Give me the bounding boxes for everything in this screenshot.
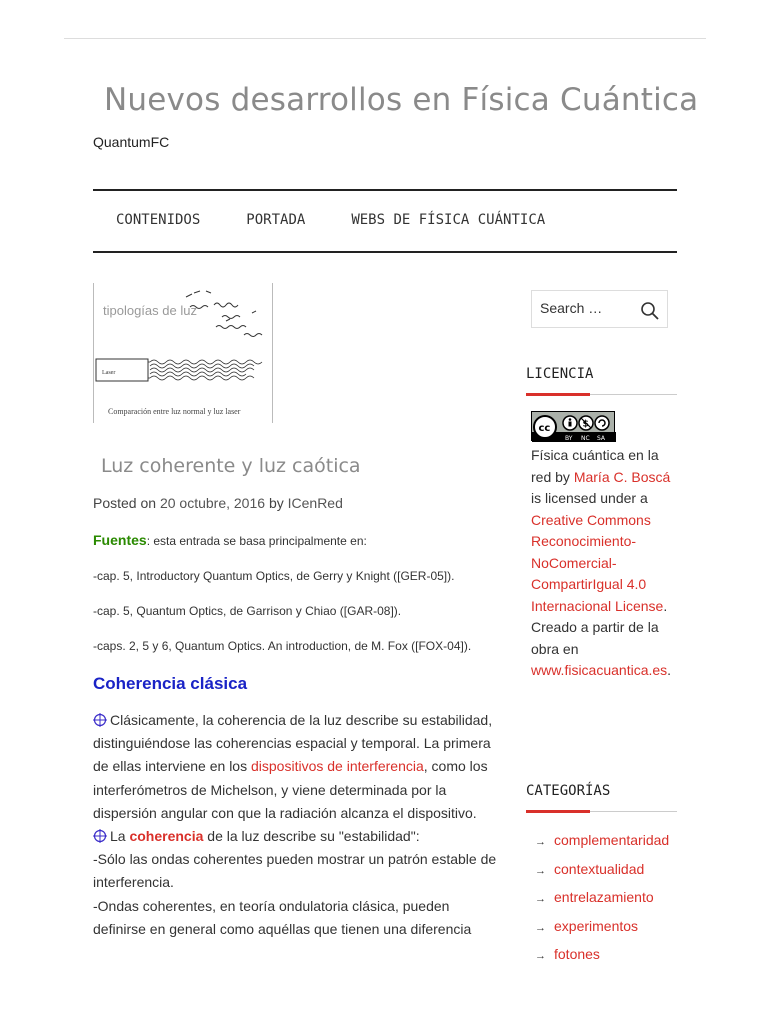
sources-intro-text: : esta entrada se basa principalmente en: bbox=[146, 534, 367, 548]
source-item: -cap. 5, Quantum Optics, de Garrison y Chiao ([GAR-08]). bbox=[93, 604, 402, 618]
search-input[interactable] bbox=[540, 300, 630, 316]
by-label: by bbox=[268, 495, 284, 511]
paragraph-text: de la luz describe su "estabilidad": bbox=[203, 828, 420, 845]
category-label: complementaridad bbox=[554, 832, 670, 848]
search-icon[interactable] bbox=[640, 301, 660, 321]
arrow-right-icon: → bbox=[535, 836, 546, 848]
site-title[interactable]: Nuevos desarrollos en Física Cuántica bbox=[104, 82, 699, 118]
featured-image-caption: Comparación entre luz normal y luz laser bbox=[108, 407, 241, 416]
arrow-right-icon: → bbox=[535, 893, 546, 906]
source-item: -cap. 5, Introductory Quantum Optics, de Gerry y Knight ([GER-05]). bbox=[93, 569, 455, 583]
svg-text:NC: NC bbox=[581, 435, 590, 442]
license-text bbox=[531, 445, 671, 682]
source-item: -caps. 2, 5 y 6, Quantum Optics. An introduction, de M. Fox ([FOX-04]). bbox=[93, 639, 472, 653]
category-item[interactable] bbox=[535, 918, 669, 947]
main-nav bbox=[116, 212, 591, 228]
nav-item-contenidos[interactable]: CONTENIDOS bbox=[116, 212, 201, 228]
arrow-right-icon: → bbox=[535, 921, 546, 934]
categories-widget-divider bbox=[526, 811, 677, 812]
svg-text:Laser: Laser bbox=[102, 370, 116, 376]
cc-license-icon bbox=[532, 412, 616, 442]
license-link[interactable]: Creative Commons Reconocimiento-NoComercial-CompartirIgual 4.0 Internacional License bbox=[531, 511, 664, 614]
nav-item-portada[interactable]: PORTADA bbox=[246, 212, 306, 228]
license-author-link[interactable]: María C. Boscá bbox=[573, 468, 671, 485]
category-item[interactable] bbox=[535, 861, 669, 890]
site-description: QuantumFC bbox=[93, 134, 170, 150]
license-work-title: Física cuántica en la red bbox=[531, 447, 659, 485]
license-text-end: . bbox=[667, 662, 672, 678]
nav-divider-bottom bbox=[93, 251, 677, 253]
crosshair-icon bbox=[93, 829, 107, 843]
categories-widget-title: CATEGORÍAS bbox=[526, 783, 611, 799]
license-text-licensed: is licensed under a bbox=[531, 490, 648, 506]
license-widget-divider bbox=[526, 394, 677, 395]
category-item[interactable] bbox=[535, 832, 669, 861]
posted-on-label: Posted on bbox=[93, 495, 157, 511]
interference-devices-link[interactable]: dispositivos de interferencia bbox=[251, 758, 424, 775]
post-author-link[interactable]: ICenRed bbox=[287, 495, 343, 511]
post-meta bbox=[93, 495, 343, 511]
featured-image-label: tipologías de luz bbox=[103, 303, 197, 318]
coherence-link[interactable]: coherencia bbox=[129, 828, 204, 845]
search-form bbox=[531, 290, 668, 328]
sources-intro bbox=[93, 532, 367, 548]
arrow-right-icon: → bbox=[535, 950, 546, 963]
license-text-period: . bbox=[663, 597, 668, 614]
source-site-link[interactable]: www.fisicacuantica.es bbox=[531, 662, 668, 678]
crosshair-icon bbox=[93, 713, 107, 727]
top-divider bbox=[64, 38, 706, 39]
paragraph-text: , como los interferómetros de Michelson, y viene determinada por la dispersión angular con que la radiación alcanza el dispositivo. bbox=[93, 758, 488, 821]
section-heading: Coherencia clásica bbox=[93, 674, 248, 693]
nav-item-webs[interactable]: WEBS DE FÍSICA CUÁNTICA bbox=[351, 212, 546, 228]
license-source-text: Creado a partir de la obra en bbox=[531, 619, 659, 657]
nav-divider-top bbox=[93, 189, 677, 191]
license-widget-title: LICENCIA bbox=[526, 366, 594, 382]
category-item[interactable] bbox=[535, 946, 669, 975]
svg-text:SA: SA bbox=[597, 435, 606, 442]
svg-text:$: $ bbox=[582, 419, 589, 430]
license-text-by: by bbox=[551, 468, 574, 485]
cc-license-badge[interactable] bbox=[531, 411, 615, 441]
category-label: fotones bbox=[554, 946, 600, 963]
sources-label: Fuentes bbox=[93, 532, 147, 548]
arrow-right-icon: → bbox=[535, 864, 546, 877]
post-title[interactable]: Luz coherente y luz caótica bbox=[101, 455, 361, 477]
paragraph-text: -Sólo las ondas coherentes pueden mostrar un patrón estable de interferencia. bbox=[93, 851, 497, 891]
featured-image[interactable] bbox=[93, 283, 273, 423]
category-label: experimentos bbox=[554, 917, 639, 934]
post-body bbox=[93, 709, 498, 941]
svg-text:BY: BY bbox=[565, 435, 573, 442]
categories-list bbox=[535, 832, 669, 975]
category-label: entrelazamiento bbox=[554, 889, 654, 906]
paragraph-text: Clásicamente, la coherencia de la luz describe su estabilidad, distinguiéndose las coherencias espacial y temporal. La primera de ellas interviene en los bbox=[93, 712, 493, 775]
post-date-link[interactable]: 20 octubre, 2016 bbox=[159, 495, 266, 511]
paragraph-text: La bbox=[110, 828, 130, 845]
category-label: contextualidad bbox=[554, 860, 645, 877]
svg-text:cc: cc bbox=[538, 423, 551, 434]
paragraph-text: -Ondas coherentes, en teoría ondulatoria clásica, pueden definirse en general como aquéllas que tienen una diferencia bbox=[93, 897, 472, 937]
category-item[interactable] bbox=[535, 889, 669, 918]
